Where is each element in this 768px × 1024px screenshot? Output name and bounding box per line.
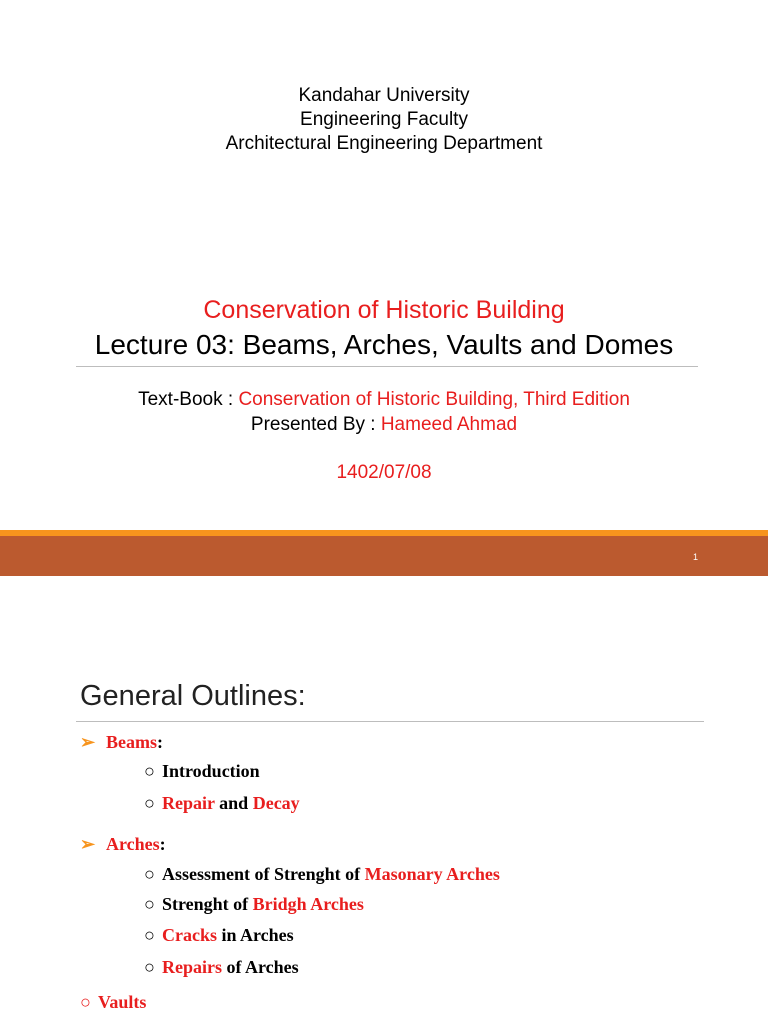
presenter-label: Presented By : (250, 414, 381, 435)
faculty-name: Engineering Faculty (300, 109, 468, 130)
subitem-text: Bridgh Arches (252, 894, 364, 914)
outline-section-beams (80, 732, 163, 753)
lecture-title: Lecture 03: Beams, Arches, Vaults and Domes (94, 329, 674, 360)
lecture-date: 1402/07/08 (336, 462, 432, 483)
circle-bullet-icon: ○ (144, 793, 155, 813)
section-colon: : (157, 732, 163, 752)
subitem-text: Cracks (162, 925, 217, 945)
circle-bullet-icon: ○ (144, 864, 155, 884)
institution-block (0, 84, 768, 156)
circle-bullet-icon: ○ (144, 761, 155, 781)
arrow-bullet-icon: ➢ (80, 732, 96, 752)
subitem-text: Decay (252, 793, 300, 813)
slide-separator (0, 576, 768, 584)
outline-section-arches (80, 834, 166, 855)
circle-bullet-icon: ○ (144, 925, 155, 945)
university-name: Kandahar University (298, 85, 470, 106)
outline-subitem (144, 957, 299, 978)
heading-divider (76, 721, 704, 722)
department-name: Architectural Engineering Department (225, 133, 543, 154)
subitem-text: Introduction (162, 761, 260, 781)
outline-subitem (144, 793, 300, 814)
footer-bar (0, 536, 768, 576)
page-number: 1 (692, 552, 698, 562)
subitem-text: Repairs (162, 957, 222, 977)
subitem-text: in Arches (217, 925, 294, 945)
circle-bullet-icon: ○ (144, 894, 155, 914)
section-title: Beams (106, 732, 157, 752)
circle-bullet-icon: ○ (80, 992, 91, 1012)
subitem-text: Masonary Arches (364, 864, 500, 884)
section-title: Vaults (98, 992, 147, 1012)
outline-subitem (144, 894, 364, 915)
textbook-value: Conservation of Historic Building, Third Edition (238, 389, 630, 410)
arrow-bullet-icon: ➢ (80, 834, 96, 854)
textbook-label: Text-Book : (138, 389, 239, 410)
outline-subitem (144, 864, 500, 885)
outline-subitem (144, 761, 260, 782)
section-title: Arches (106, 834, 160, 854)
subitem-text: of Arches (222, 957, 299, 977)
subitem-text: Assessment of Strenght of (162, 864, 365, 884)
title-divider (76, 366, 698, 367)
subitem-text: Repair (162, 793, 215, 813)
outline-section-vaults (80, 992, 146, 1013)
outline-slide (0, 584, 768, 1024)
outline-heading: General Outlines: (80, 680, 306, 712)
outline-subitem (144, 925, 294, 946)
presenter-value: Hameed Ahmad (380, 414, 518, 435)
subtitle-block (0, 387, 768, 437)
course-title: Conservation of Historic Building (203, 296, 565, 324)
subitem-text: Strenght of (162, 894, 253, 914)
circle-bullet-icon: ○ (144, 957, 155, 977)
section-colon: : (159, 834, 166, 854)
subitem-text: and (214, 793, 253, 813)
